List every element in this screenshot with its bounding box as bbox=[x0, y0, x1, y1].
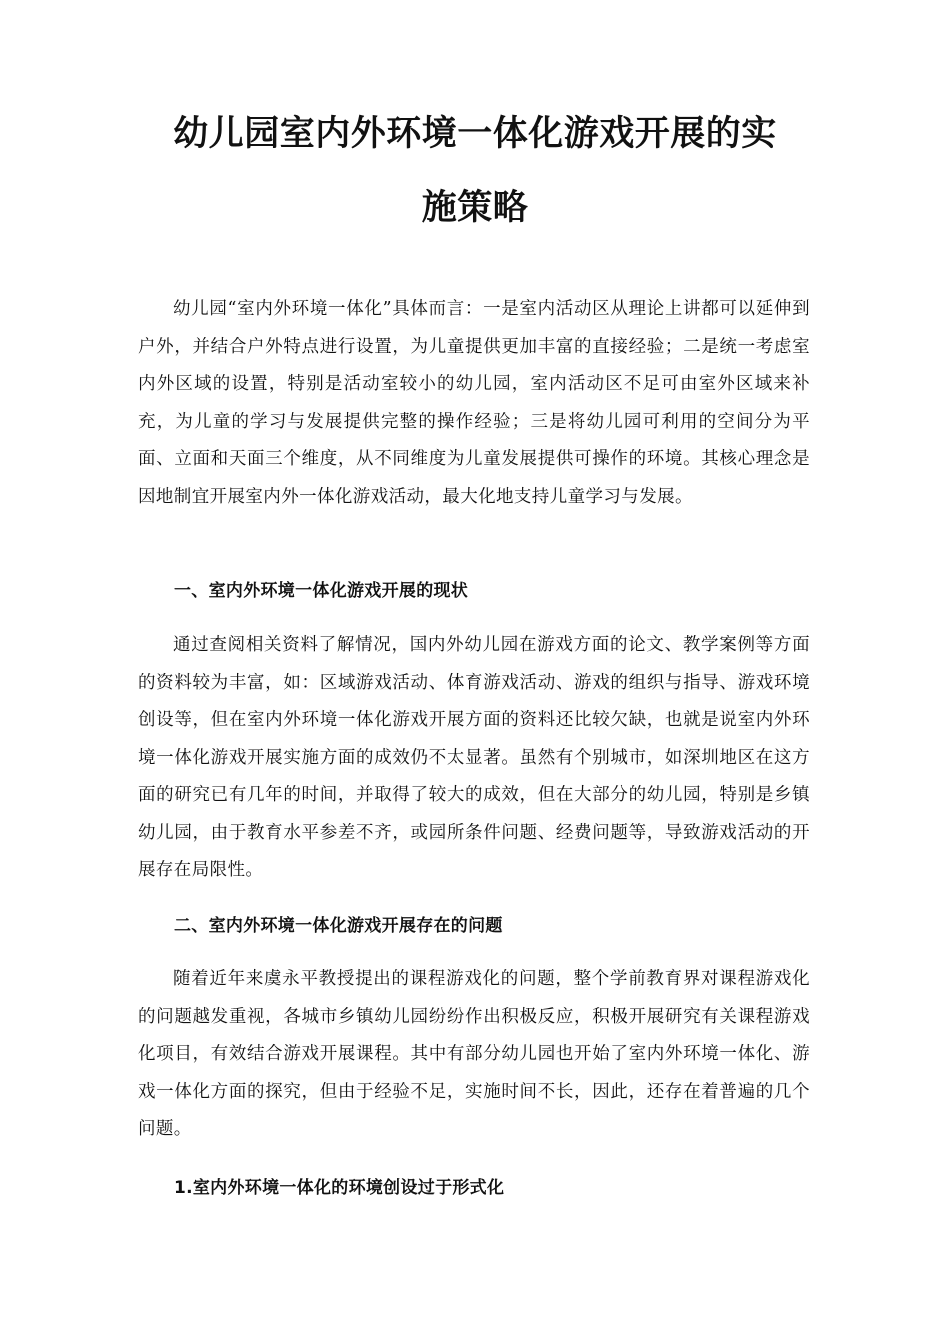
problems-paragraph: 随着近年来虞永平教授提出的课程游戏化的问题，整个学前教育界对课程游戏化的问题越发重视，各城市乡镇幼儿园纷纷作出积极反应，积极开展研究有关课程游戏化项目，有效结合游戏开展课程。其中有部分幼儿园也开始了室内外环境一体化、游戏一体化方面的探究，但由于经验不足，实施时间不长，因此，还存在着普遍的几个问题。 bbox=[138, 969, 810, 1139]
intro-paragraph: 幼儿园“室内外环境一体化”具体而言：一是室内活动区从理论上讲都可以延伸到户外，并结合户外特点进行设置，为儿童提供更加丰富的直接经验；二是统一考虑室内外区域的设置，特别是活动室较小的幼儿园，室内活动区不足可由室外区域来补充，为儿童的学习与发展提供完整的操作经验；三是将幼儿园可利用的空间分为平面、立面和天面三个维度，从不同维度为儿童发展提供可操作的环境。其核心理念是因地制宜开展室内外一体化游戏活动，最大化地支持儿童学习与发展。 bbox=[138, 299, 810, 507]
document-title-line-1: 幼儿园室内外环境一体化游戏开展的实 bbox=[173, 114, 777, 154]
section-heading-problems: 二、室内外环境一体化游戏开展存在的问题 bbox=[174, 916, 503, 936]
section-heading-current-status: 一、室内外环境一体化游戏开展的现状 bbox=[174, 581, 469, 601]
document-title-line-2: 施策略 bbox=[421, 188, 529, 228]
subsection-heading-formalization: 1.室内外环境一体化的环境创设过于形式化 bbox=[174, 1178, 505, 1198]
current-status-paragraph: 通过查阅相关资料了解情况，国内外幼儿园在游戏方面的论文、教学案例等方面的资料较为丰富，如：区域游戏活动、体育游戏活动、游戏的组织与指导、游戏环境创设等，但在室内外环境一体化游戏开展方面的资料还比较欠缺，也就是说室内外环境一体化游戏开展实施方面的成效仍不太显著。虽然有个别城市，如深圳地区在这方面的研究已有几年的时间，并取得了较大的成效，但在大部分的幼儿园，特别是乡镇幼儿园，由于教育水平参差不齐，或园所条件问题、经费问题等，导致游戏活动的开展存在局限性。 bbox=[138, 635, 810, 880]
